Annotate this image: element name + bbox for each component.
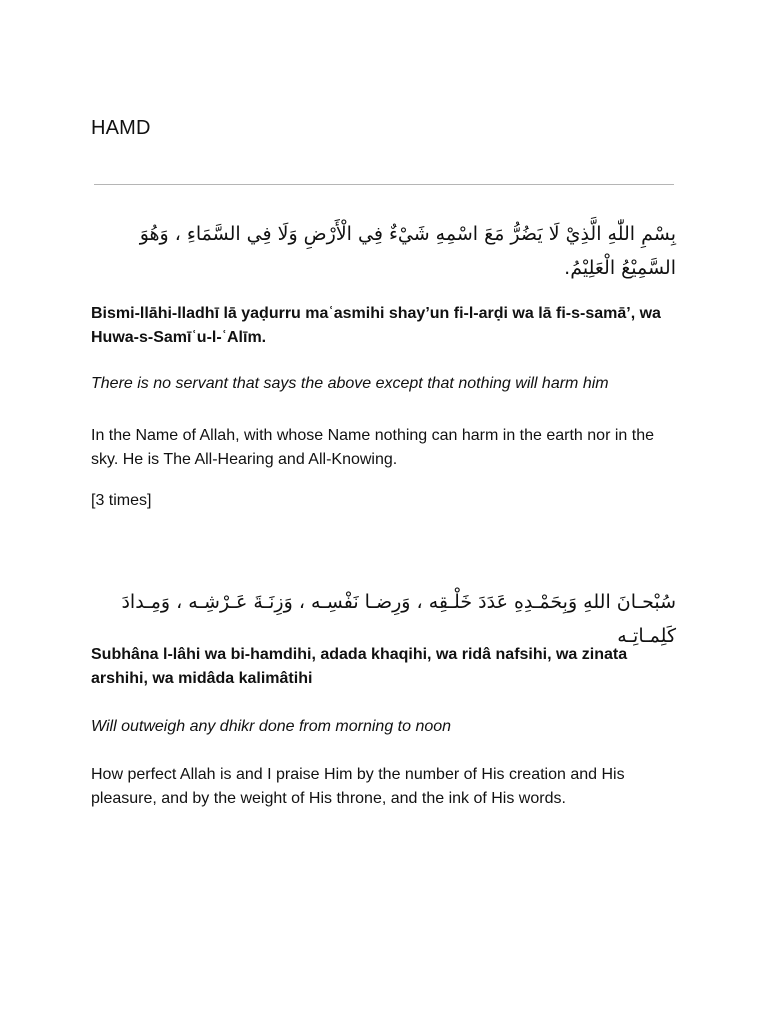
dua-2-arabic-text: سُبْحـانَ اللهِ وَبِحَمْـدِهِ عَدَدَ خَلْـقِه ، وَرِضـا نَفْسِـه ، وَزِنَـةَ عَـرْشِـه ، وَمِـدادَ كَلِمـاتِـه (121, 591, 676, 647)
dua-1-virtue: There is no servant that says the above except that nothing will harm him (91, 375, 609, 392)
dua-2-virtue: Will outweigh any dhikr done from morning to noon (91, 718, 452, 735)
dua-1-arabic-text: بِسْمِ اللّٰهِ الَّذِيْ لَا يَضُرُّ مَعَ اسْمِهِ شَيْءٌ فِي الْأَرْضِ وَلَا فِي السَّمَاءِ ، وَهُوَ السَّمِيْعُ الْعَلِيْمُ. (139, 223, 676, 279)
dua-2-transliteration: Subhâna l-lâhi wa bi-hamdihi, adada khaqihi, wa ridâ nafsihi, wa zinata arshihi, wa midâda kalimâtihi (91, 646, 628, 687)
dua-2-meaning: How perfect Allah is and I praise Him by the number of His creation and His pleasure, and by the weight of His throne, and the ink of His words. (91, 766, 625, 807)
dua-1-repetition-count: [3 times] (91, 492, 152, 509)
dua-1-transliteration: Bismi-llāhi-lladhī lā yaḍurru maʿasmihi shay’un fi-l-arḍi wa lā fi-s-samā’, wa Huwa-s-Samīʿu-l-ʿAlīm. (91, 305, 661, 346)
dua-1-meaning: In the Name of Allah, with whose Name nothing can harm in the earth nor in the sky. He is The All-Hearing and All-Knowing. (91, 427, 654, 468)
horizontal-divider (94, 184, 674, 185)
page-title: HAMD (91, 117, 151, 139)
